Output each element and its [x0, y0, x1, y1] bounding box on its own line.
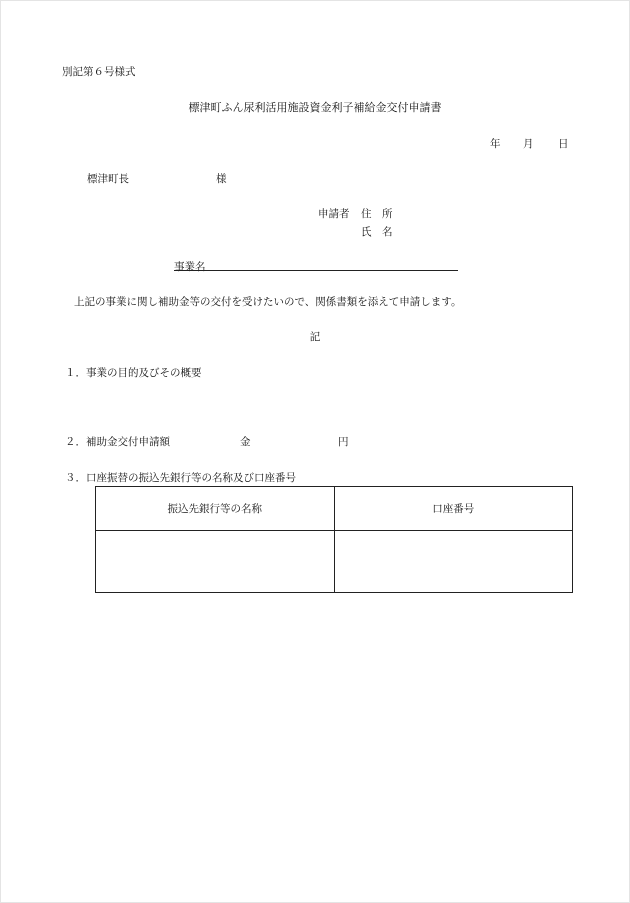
amount-yen-label: 円 [338, 436, 349, 448]
date-year-label: 年 [490, 138, 501, 150]
account-number-cell[interactable] [334, 531, 573, 593]
bank-name-header: 振込先銀行等の名称 [96, 487, 335, 531]
document-title: 標津町ふん尿利活用施設資金利子補給金交付申請書 [188, 101, 442, 114]
bank-name-cell[interactable] [96, 531, 335, 593]
account-number-header: 口座番号 [334, 487, 573, 531]
section-2-heading: ２．補助金交付申請額 [65, 436, 170, 448]
project-name-field[interactable] [174, 270, 458, 271]
ki-heading: 記 [309, 331, 321, 343]
date-day-label: 日 [558, 138, 569, 150]
bank-account-table [95, 486, 573, 593]
table-header-row [96, 487, 573, 531]
applicant-label: 申請者 [318, 208, 350, 220]
application-statement: 上記の事業に関し補助金等の交付を受けたいので、関係書類を添えて申請します。 [74, 296, 462, 308]
applicant-name-label: 氏 名 [361, 226, 393, 238]
section-3-heading: ３．口座振替の振込先銀行等の名称及び口座番号 [65, 472, 296, 484]
project-name-label: 事業名 [174, 261, 206, 273]
date-month-label: 月 [523, 138, 534, 150]
form-id-label: 別記第６号様式 [62, 66, 136, 78]
section-1-heading: １．事業の目的及びその概要 [65, 367, 202, 379]
addressee-honorific: 様 [216, 173, 227, 185]
addressee-name: 標津町長 [87, 173, 129, 185]
table-row [96, 531, 573, 593]
amount-kin-label: 金 [240, 436, 251, 448]
applicant-address-label: 住 所 [361, 208, 393, 220]
